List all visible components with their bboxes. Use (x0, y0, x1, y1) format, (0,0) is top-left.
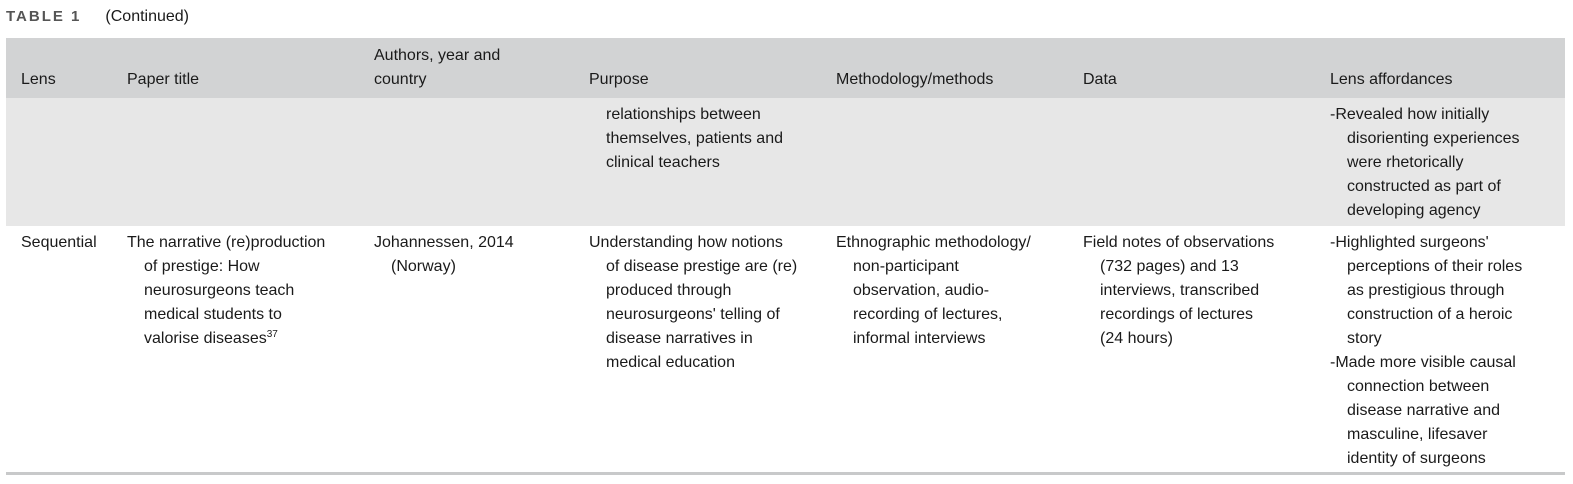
method-line: recording of lectures, (853, 306, 1003, 323)
purpose-cell (589, 231, 797, 375)
table-row-continued (6, 98, 1565, 226)
authors-cell (374, 231, 514, 279)
title-line (127, 327, 325, 351)
affordance-line: identity of surgeons (1347, 450, 1486, 467)
affordance-line: disease narrative and (1347, 402, 1500, 419)
method-line: informal interviews (853, 330, 986, 347)
purpose-line: clinical teachers (606, 154, 720, 171)
data-line: interviews, transcribed (1100, 282, 1260, 299)
table-continued-note: (Continued) (105, 8, 190, 25)
purpose-line: medical education (606, 354, 735, 371)
affordance-line: construction of a heroic (1347, 306, 1513, 323)
purpose-line: neurosurgeons' telling of (606, 306, 780, 323)
header-data: Data (1083, 71, 1117, 88)
header-lens: Lens (21, 71, 56, 88)
title-line: medical students to (144, 306, 282, 323)
purpose-line: of disease prestige are (re) (606, 258, 798, 275)
header-authors-line: Authors, year and (374, 47, 501, 64)
affordances-cell (1330, 231, 1522, 471)
header-authors (374, 44, 500, 92)
affordance-line: perceptions of their roles (1347, 258, 1523, 275)
title-line: of prestige: How (144, 258, 260, 275)
title-line: The narrative (re)production (127, 234, 326, 251)
affordance-line: were rhetorically (1347, 154, 1464, 171)
header-methodology: Methodology/methods (836, 71, 994, 88)
purpose-line: relationships between (606, 106, 761, 123)
data-line: recordings of lectures (1100, 306, 1253, 323)
header-lens-affordances: Lens affordances (1330, 71, 1453, 88)
affordance-line: story (1347, 330, 1382, 347)
header-purpose: Purpose (589, 71, 649, 88)
affordance-line: masculine, lifesaver (1347, 426, 1488, 443)
title-line-text: valorise diseases (144, 330, 267, 347)
table-row-sequential (6, 226, 1565, 470)
literature-table (6, 38, 1565, 470)
method-line: non-participant (853, 258, 959, 275)
table-label: TABLE 1 (6, 8, 82, 25)
purpose-line: themselves, patients and (606, 130, 783, 147)
affordance-line: constructed as part of (1347, 178, 1501, 195)
affordance-line: -Highlighted surgeons' (1330, 234, 1489, 251)
methodology-cell (836, 231, 1031, 351)
affordance-line: as prestigious through (1347, 282, 1505, 299)
lens-cell: Sequential (21, 234, 97, 251)
table-bottom-rule (6, 472, 1565, 475)
header-authors-line: country (374, 71, 427, 88)
title-line: neurosurgeons teach (144, 282, 295, 299)
affordances-cell (1330, 103, 1520, 223)
affordance-line: -Revealed how initially (1330, 106, 1490, 123)
purpose-line: disease narratives in (606, 330, 753, 347)
data-line: Field notes of observations (1083, 234, 1275, 251)
data-line: (24 hours) (1100, 330, 1173, 347)
data-cell (1083, 231, 1274, 351)
purpose-line: Understanding how notions (589, 234, 783, 251)
author-line: (Norway) (391, 258, 456, 275)
paper-title-cell (127, 231, 325, 351)
affordance-line: developing agency (1347, 202, 1481, 219)
purpose-line: produced through (606, 282, 732, 299)
author-line: Johannessen, 2014 (374, 234, 514, 251)
data-line: (732 pages) and 13 (1100, 258, 1239, 275)
method-line: Ethnographic methodology/ (836, 234, 1031, 251)
table-header-row (6, 38, 1565, 98)
method-line: observation, audio- (853, 282, 990, 299)
affordance-line: disorienting experiences (1347, 130, 1520, 147)
reference-number: 37 (266, 329, 278, 340)
table-caption (6, 5, 189, 29)
affordance-line: connection between (1347, 378, 1490, 395)
purpose-cell (589, 103, 783, 175)
header-paper-title: Paper title (127, 71, 200, 88)
affordance-line: -Made more visible causal (1330, 354, 1516, 371)
